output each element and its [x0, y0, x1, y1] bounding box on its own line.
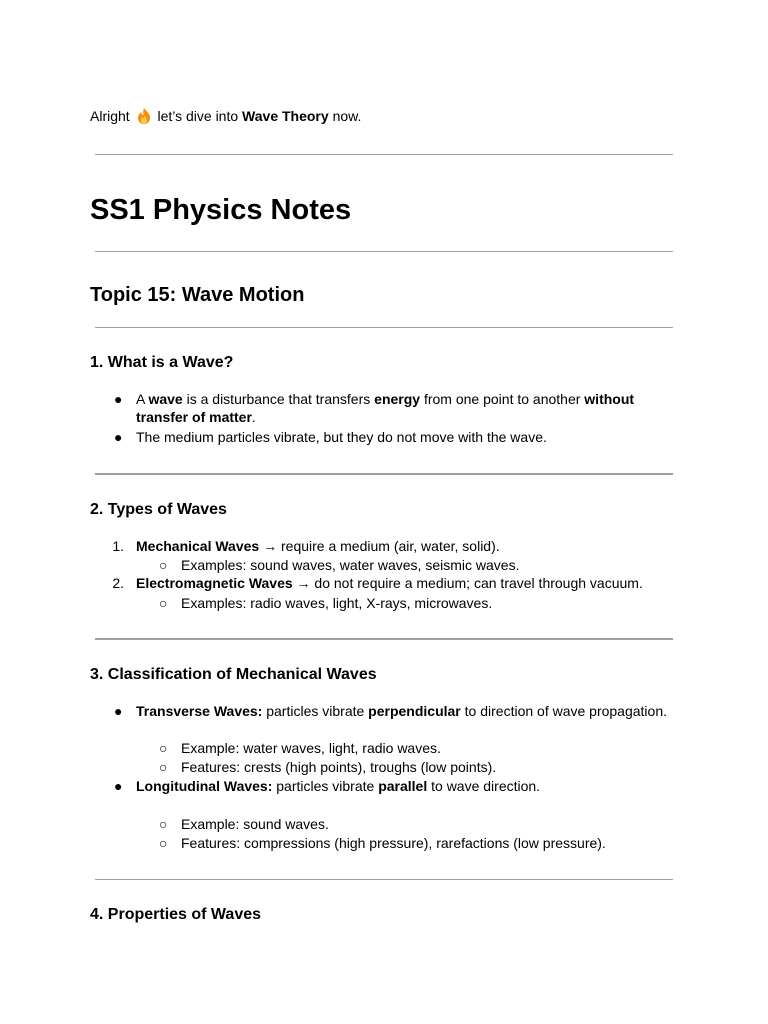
section-heading-classification: 3. Classification of Mechanical Waves	[90, 666, 377, 683]
sub-list-item: Example: sound waves.	[181, 816, 329, 832]
bold-term: energy	[374, 391, 421, 407]
divider	[95, 879, 673, 880]
topic-heading: Topic 15: Wave Motion	[90, 284, 305, 306]
text: .	[251, 409, 256, 425]
sub-list-item: Features: compressions (high pressure), rarefactions (low pressure).	[181, 835, 606, 851]
list-item	[136, 574, 643, 592]
bold-term: Transverse Waves:	[136, 703, 263, 719]
bullet-disc: ●	[114, 703, 123, 719]
text: particles vibrate	[262, 703, 369, 719]
text: is a disturbance that transfers	[182, 391, 375, 407]
bold-term: Mechanical Waves	[136, 538, 260, 554]
text: to direction of wave propagation.	[460, 703, 668, 719]
list-number: 2.	[112, 575, 124, 591]
bold-term: wave	[148, 391, 183, 407]
bold-term: Longitudinal Waves:	[136, 778, 273, 794]
intro-bold: Wave Theory	[242, 108, 329, 124]
bullet-circle: ○	[159, 595, 168, 611]
intro-pre: Alright	[90, 108, 130, 124]
intro-mid: let’s dive into	[157, 108, 239, 124]
divider	[95, 251, 673, 252]
bold-term: parallel	[378, 778, 428, 794]
fire-emoji-icon	[136, 107, 152, 125]
list-item	[136, 702, 667, 720]
divider	[95, 154, 673, 155]
intro-post: now.	[332, 108, 362, 124]
bold-term: perpendicular	[368, 703, 461, 719]
section-heading-what-is-a-wave: 1. What is a Wave?	[90, 354, 234, 371]
list-item	[136, 777, 540, 795]
bullet-disc: ●	[114, 429, 123, 445]
text: particles vibrate	[272, 778, 379, 794]
list-number: 1.	[112, 538, 124, 554]
bullet-circle: ○	[159, 740, 168, 756]
divider	[95, 473, 673, 475]
bullet-disc: ●	[114, 778, 123, 794]
bullet-circle: ○	[159, 557, 168, 573]
divider	[95, 327, 673, 328]
text: A	[136, 391, 149, 407]
bullet-disc: ●	[114, 391, 123, 407]
sub-list-item: Features: crests (high points), troughs (low points).	[181, 759, 497, 775]
bold-term: without	[584, 391, 635, 407]
text: → require a medium (air, water, solid).	[259, 538, 500, 554]
list-item: The medium particles vibrate, but they do not move with the wave.	[136, 429, 547, 445]
divider	[95, 638, 673, 640]
intro-line	[90, 107, 361, 125]
sub-list-item: Examples: radio waves, light, X-rays, microwaves.	[181, 595, 493, 611]
list-item	[136, 537, 500, 555]
list-item	[136, 390, 634, 408]
section-heading-properties: 4. Properties of Waves	[90, 906, 262, 923]
bold-term: transfer of matter	[136, 409, 252, 425]
sub-list-item: Examples: sound waves, water waves, seismic waves.	[181, 557, 520, 573]
list-item-continuation	[136, 408, 256, 426]
bullet-circle: ○	[159, 816, 168, 832]
text: to wave direction.	[427, 778, 541, 794]
bullet-circle: ○	[159, 759, 168, 775]
section-heading-types-of-waves: 2. Types of Waves	[90, 501, 227, 518]
bullet-circle: ○	[159, 835, 168, 851]
sub-list-item: Example: water waves, light, radio waves.	[181, 740, 441, 756]
page-title: SS1 Physics Notes	[90, 194, 352, 226]
text: → do not require a medium; can travel through vacuum.	[292, 575, 643, 591]
text: from one point to another	[420, 391, 585, 407]
bold-term: Electromagnetic Waves	[136, 575, 293, 591]
